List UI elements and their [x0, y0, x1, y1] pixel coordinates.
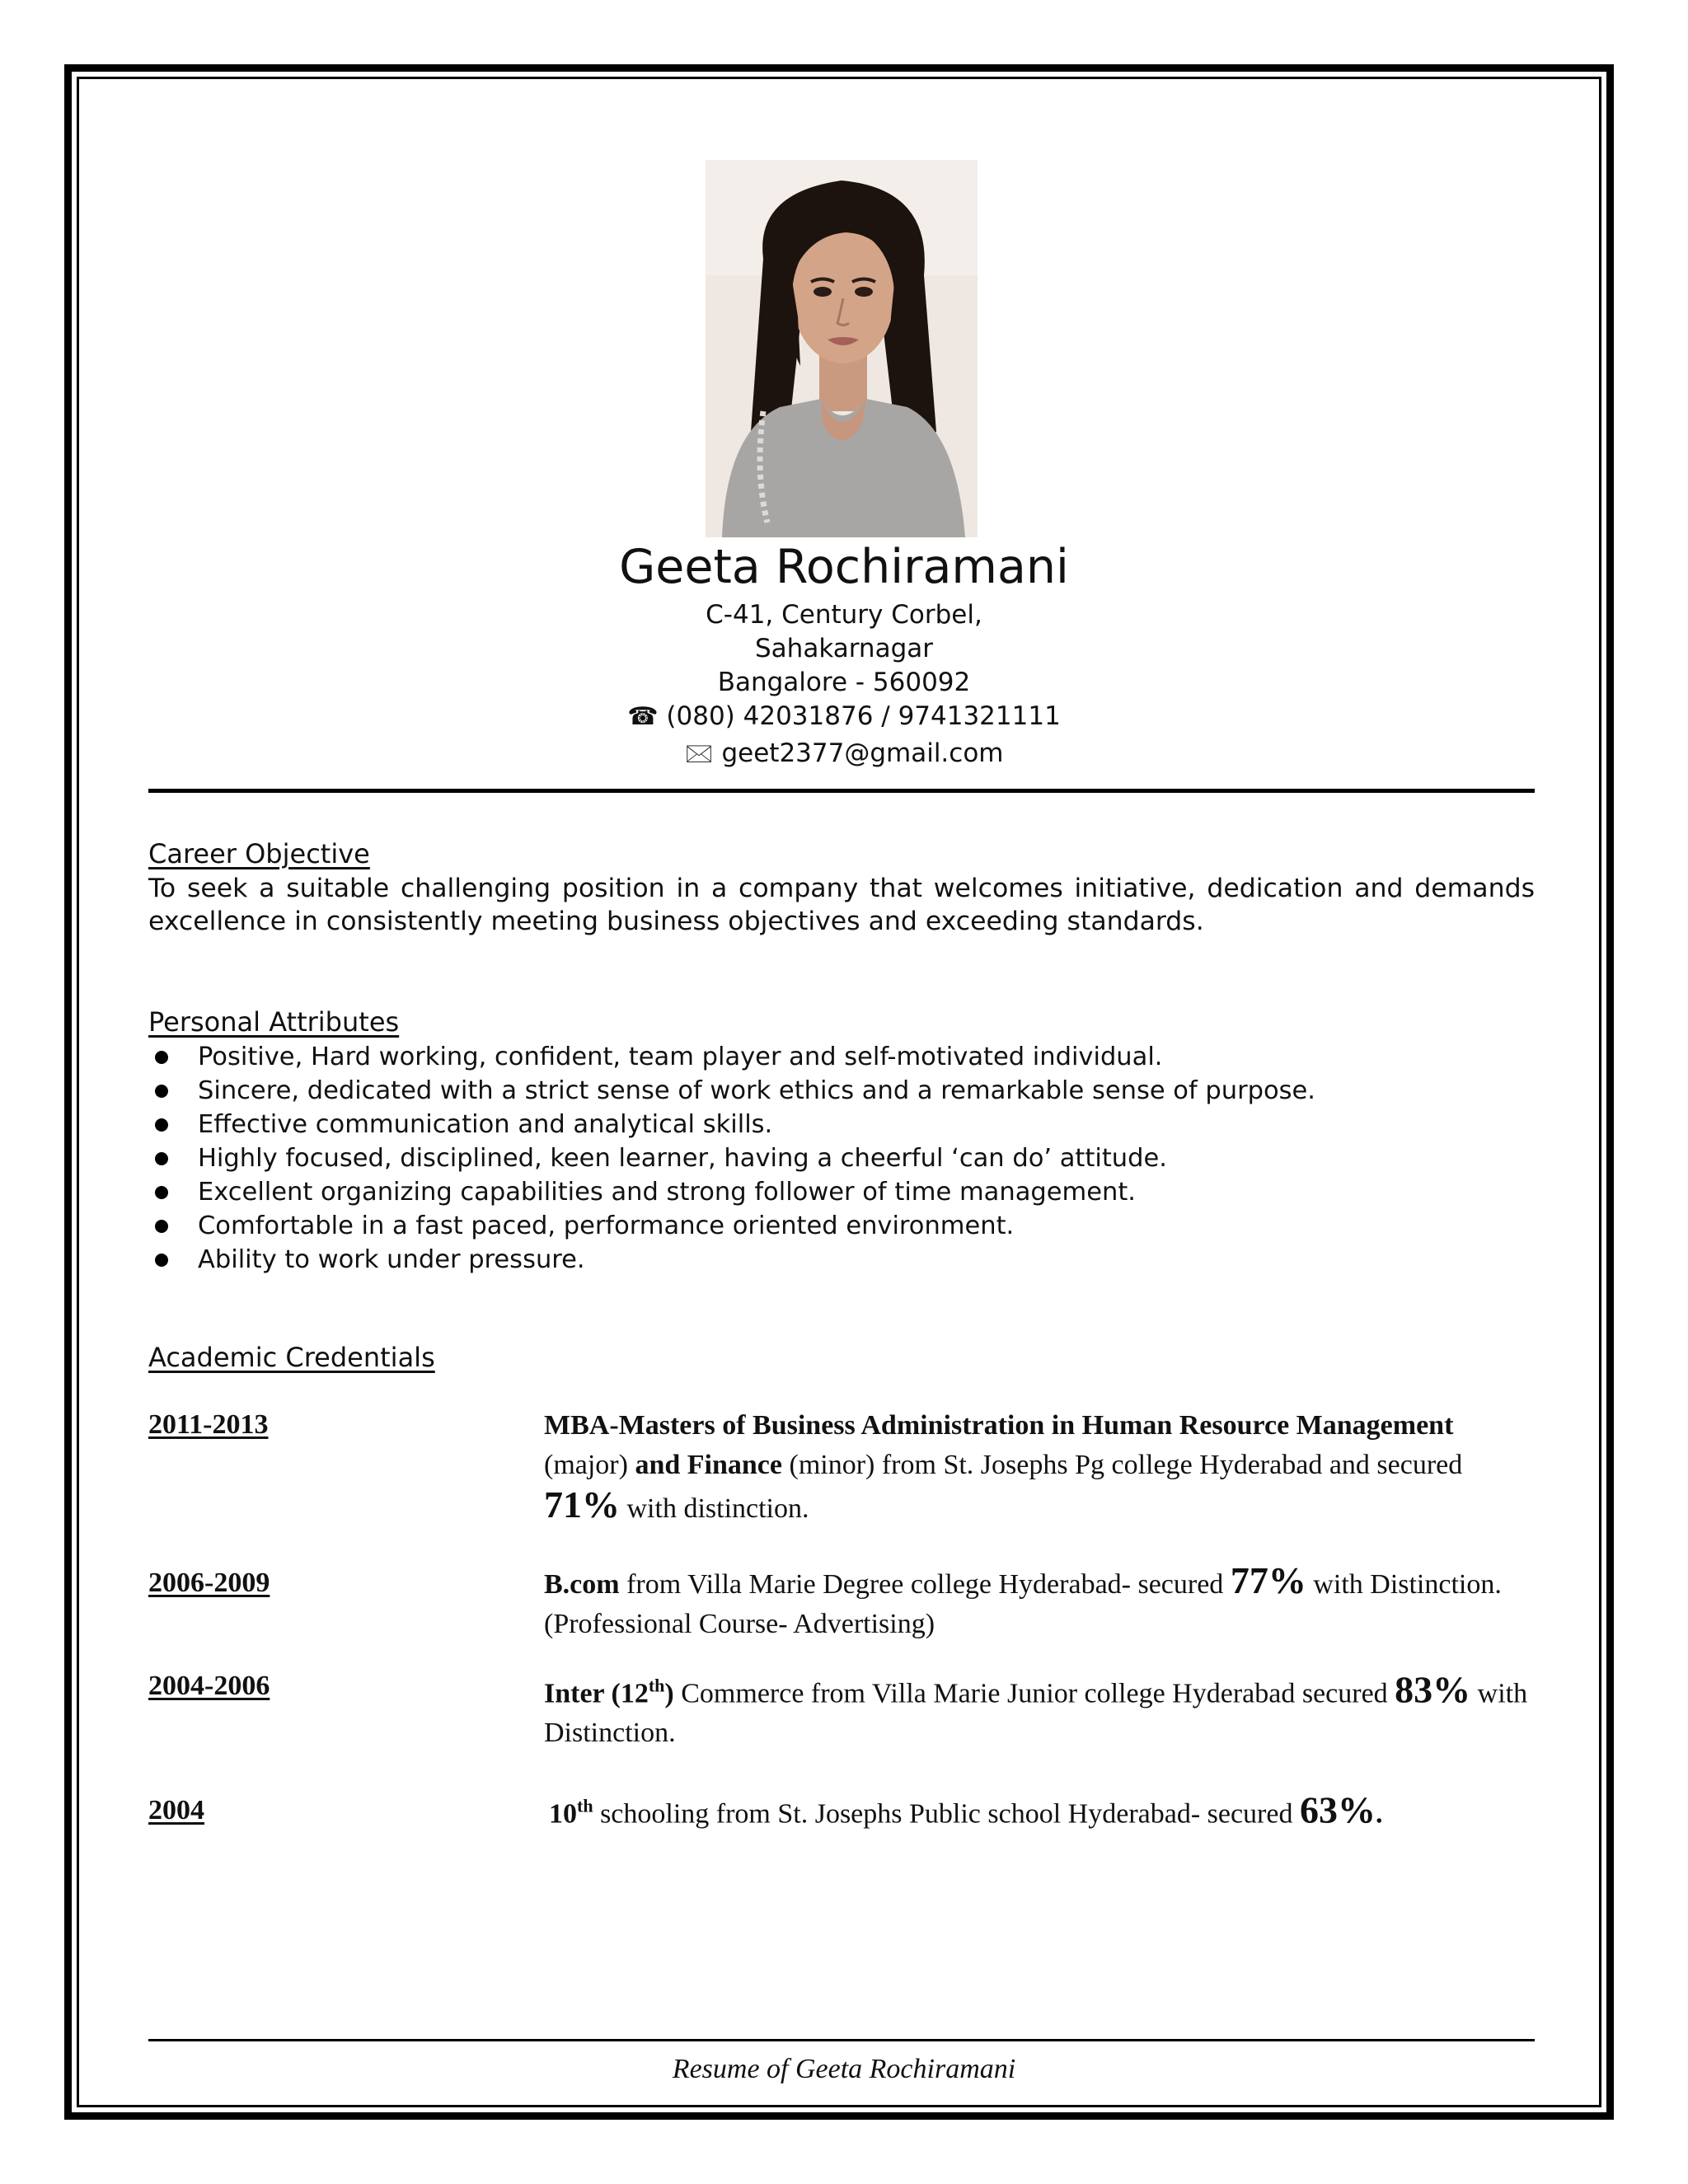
career-objective-title: Career Objective	[148, 838, 370, 869]
academic-credentials-title: Academic Credentials	[148, 1342, 435, 1373]
phone-numbers: (080) 42031876 / 9741321111	[666, 701, 1061, 731]
edu-desc-bcom: B.com from Villa Marie Degree college Hyderabad- secured 77% with Distinction. (Professional Course- Advertising)	[544, 1559, 1502, 1639]
career-objective-text: To seek a suitable challenging position in a company that welcomes initiative, dedication and demands excellence in consistently meeting business objectives and exceeding standards.	[148, 874, 1535, 936]
personal-attributes-list	[148, 1040, 1535, 1277]
list-item: Ability to work under pressure.	[148, 1243, 1535, 1277]
bullet-icon	[155, 1220, 168, 1233]
edu-desc-inter: Inter (12th) Commerce from Villa Marie Junior college Hyderabad secured 83% with Distinction.	[544, 1668, 1528, 1749]
edu-year-tenth: 2004	[148, 1795, 204, 1825]
address-line-3: Bangalore - 560092	[717, 668, 971, 697]
list-item: Excellent organizing capabilities and strong follower of time management.	[148, 1175, 1535, 1209]
email-line	[0, 735, 1688, 777]
profile-photo	[706, 160, 978, 537]
candidate-name: Geeta Rochiramani	[619, 540, 1069, 594]
edu-desc-mba: MBA-Masters of Business Administration in Human Resource Management (major) and Finance (minor) from St. Josephs Pg college Hyderabad and secured 71% with distinction.	[544, 1410, 1463, 1526]
edu-year-mba: 2011-2013	[148, 1409, 269, 1440]
email-address: geet2377@gmail.com	[721, 738, 1004, 768]
bullet-icon	[155, 1085, 168, 1098]
list-item: Positive, Hard working, confident, team player and self-motivated individual.	[148, 1040, 1535, 1074]
list-item: Sincere, dedicated with a strict sense of work ethics and a remarkable sense of purpose.	[148, 1074, 1535, 1108]
footer-divider	[148, 2039, 1535, 2041]
footer-text: Resume of Geeta Rochiramani	[672, 2054, 1016, 2084]
bullet-icon	[155, 1186, 168, 1199]
header-divider	[148, 789, 1535, 793]
list-item: Comfortable in a fast paced, performance oriented environment.	[148, 1209, 1535, 1243]
edu-year-inter: 2004-2006	[148, 1671, 270, 1701]
bullet-icon	[155, 1254, 168, 1267]
edu-desc-tenth: 10th schooling from St. Josephs Public school Hyderabad- secured 63%.	[549, 1788, 1383, 1831]
bullet-icon	[155, 1051, 168, 1064]
address-line-1: C-41, Century Corbel,	[706, 600, 982, 630]
address-line-2: Sahakarnagar	[755, 634, 933, 663]
list-item: Effective communication and analytical skills.	[148, 1108, 1535, 1141]
personal-attributes-title: Personal Attributes	[148, 1006, 400, 1038]
edu-year-bcom: 2006-2009	[148, 1568, 270, 1598]
envelope-icon: 🖂	[684, 739, 714, 768]
phone-icon: ☎	[627, 702, 659, 731]
bullet-icon	[155, 1118, 168, 1132]
phone-line	[0, 701, 1688, 731]
bullet-icon	[155, 1152, 168, 1165]
list-item: Highly focused, disciplined, keen learner, having a cheerful ‘can do’ attitude.	[148, 1141, 1535, 1175]
